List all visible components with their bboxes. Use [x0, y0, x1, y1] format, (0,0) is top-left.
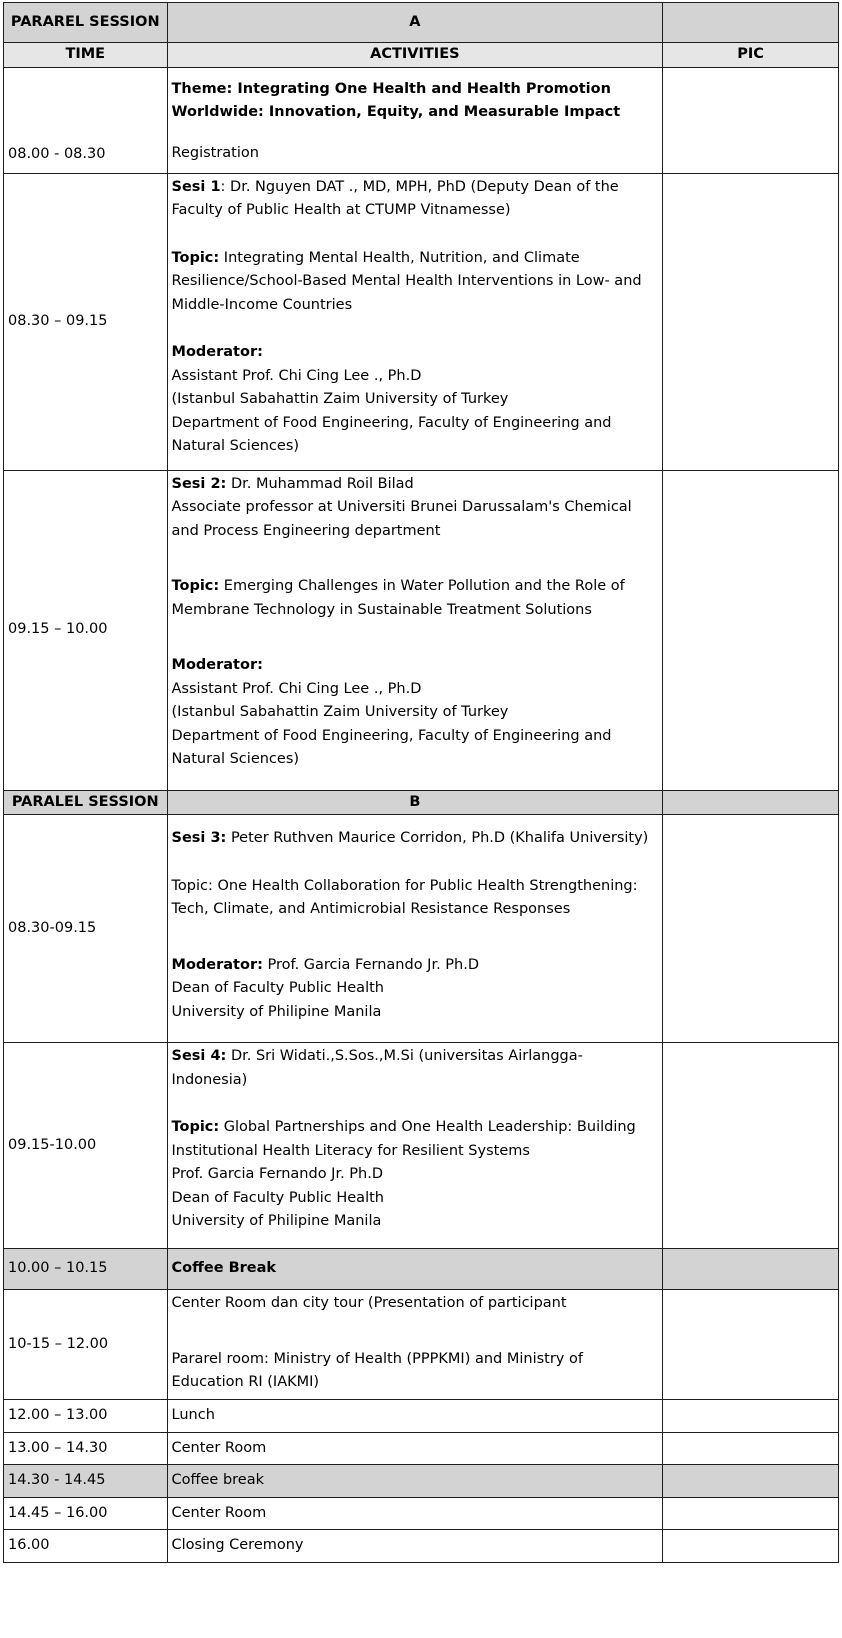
- topic-text: Integrating Mental Health, Nutrition, and Climate Resilience/School-Based Mental Health Interventions in Low- and Middle-Income Countries: [171, 249, 642, 313]
- time-cell: 08.30-09.15: [4, 815, 168, 1043]
- session-label: Sesi 3:: [171, 830, 227, 846]
- column-header-row: [4, 43, 839, 68]
- activity-cell: Coffee Break: [167, 1249, 663, 1290]
- session-b-header-row: [4, 790, 839, 815]
- moderator-text: Prof. Garcia Fernando Jr. Ph.D: [262, 956, 480, 973]
- pic-cell: [663, 1465, 839, 1498]
- speaker-text: Dr. Sri Widati.,S.Sos.,M.Si (universitas Airlangga-Indonesia): [171, 1048, 583, 1088]
- moderator-line: Assistant Prof. Chi Cing Lee ., Ph.D: [171, 680, 422, 697]
- info-line: Dean of Faculty Public Health: [171, 1189, 384, 1206]
- time-cell: 16.00: [4, 1530, 168, 1563]
- activity-cell: Lunch: [167, 1400, 663, 1433]
- moderator-label: Moderator:: [171, 657, 263, 673]
- moderator: [172, 954, 659, 978]
- activity-cell: [167, 1043, 663, 1249]
- session-a-header-row: [4, 3, 839, 43]
- moderator-line: University of Philipine Manila: [171, 1003, 382, 1020]
- activity-cell: [167, 815, 663, 1043]
- session-b-label: PARALEL SESSION: [4, 790, 168, 815]
- moderator-line: (Istanbul Sabahattin Zaim University of Turkey: [171, 391, 509, 407]
- time-cell: 13.00 – 14.30: [4, 1433, 168, 1465]
- moderator-label: Moderator:: [171, 344, 263, 360]
- speaker-text: : Dr. Nguyen DAT ., MD, MPH, PhD (Deputy Dean of the Faculty of Public Health at CTUMP Vitnamesse): [171, 178, 619, 218]
- activity-cell: Center Room: [167, 1433, 663, 1465]
- session-b-name: B: [167, 790, 663, 815]
- table-row: [4, 1530, 839, 1563]
- session-a-label: PARAREL SESSION: [4, 3, 168, 43]
- moderator-line: Dean of Faculty Public Health: [171, 980, 384, 996]
- activity-cell: Center Room: [167, 1498, 663, 1530]
- pic-cell: [663, 1249, 839, 1290]
- session-topic: [172, 575, 659, 622]
- info-line: University of Philipine Manila: [171, 1213, 382, 1229]
- table-row: [4, 1400, 839, 1433]
- center-tour-line: Center Room dan city tour (Presentation of participant: [171, 1295, 567, 1311]
- col-activities-header: ACTIVITIES: [167, 43, 663, 68]
- speaker-text: Dr. Muhammad Roil Bilad: [226, 475, 414, 492]
- theme-text: Theme: Integrating One Health and Health Promotion Worldwide: Innovation, Equity, and Measurable Impact: [171, 80, 621, 120]
- table-row: [4, 1498, 839, 1530]
- pic-cell: [663, 1043, 839, 1249]
- time-cell: 08.00 - 08.30: [4, 67, 168, 173]
- pic-cell: [663, 1400, 839, 1433]
- table-row: [4, 815, 839, 1043]
- schedule-table: [3, 2, 839, 1563]
- topic-label: Topic:: [171, 1119, 220, 1135]
- pic-cell: [663, 67, 839, 173]
- activity-cell: [167, 1290, 663, 1400]
- table-row: [4, 1465, 839, 1498]
- session-a-name: A: [167, 3, 663, 43]
- pic-cell: [663, 173, 839, 470]
- table-row: [4, 67, 839, 173]
- time-cell: 12.00 – 13.00: [4, 1400, 168, 1433]
- session-topic: [172, 247, 659, 318]
- session-speaker: [172, 1045, 659, 1092]
- table-row: [4, 173, 839, 470]
- session-speaker: [172, 473, 659, 497]
- registration-text: Registration: [171, 144, 259, 161]
- speaker-text: Peter Ruthven Maurice Corridon, Ph.D (Khalifa University): [226, 830, 649, 846]
- table-row: [4, 1433, 839, 1465]
- activity-cell: [167, 67, 663, 173]
- table-row: [4, 1290, 839, 1400]
- topic-text: Emerging Challenges in Water Pollution and the Role of Membrane Technology in Sustainable Treatment Solutions: [171, 578, 625, 618]
- pic-cell: [663, 1498, 839, 1530]
- topic-label: Topic:: [171, 249, 220, 266]
- moderator-label: Moderator:: [171, 956, 263, 973]
- col-time-header: TIME: [4, 43, 168, 68]
- session-topic: Topic: One Health Collaboration for Public Health Strengthening: Tech, Climate, and Antimicrobial Resistance Responses: [171, 877, 638, 917]
- speaker-affiliation: Associate professor at Universiti Brunei Darussalam's Chemical and Process Engineering department: [171, 499, 632, 539]
- activity-cell: Closing Ceremony: [167, 1530, 663, 1563]
- pic-cell: [663, 815, 839, 1043]
- moderator-line: Department of Food Engineering, Faculty of Engineering and Natural Sciences): [171, 727, 612, 767]
- session-speaker: [172, 827, 659, 851]
- pic-cell: [663, 1290, 839, 1400]
- activity-cell: [167, 470, 663, 790]
- topic-text: Global Partnerships and One Health Leadership: Building Institutional Health Literacy for Resilient Systems: [171, 1119, 636, 1159]
- info-line: Prof. Garcia Fernando Jr. Ph.D: [171, 1166, 384, 1182]
- session-label: Sesi 4:: [171, 1048, 227, 1064]
- table-row: [4, 1249, 839, 1290]
- session-speaker: [172, 176, 659, 223]
- moderator-line: Assistant Prof. Chi Cing Lee ., Ph.D: [171, 367, 422, 384]
- session-b-pic-blank: [663, 790, 839, 815]
- table-row: [4, 470, 839, 790]
- session-label: Sesi 1: [171, 178, 221, 195]
- topic-label: Topic:: [171, 578, 220, 594]
- pic-cell: [663, 1433, 839, 1465]
- activity-cell: Coffee break: [167, 1465, 663, 1498]
- pic-cell: [663, 470, 839, 790]
- time-cell: 09.15 – 10.00: [4, 470, 168, 790]
- moderator-line: Department of Food Engineering, Faculty of Engineering and Natural Sciences): [171, 414, 612, 454]
- session-a-pic-blank: [663, 3, 839, 43]
- time-cell: 14.45 – 16.00: [4, 1498, 168, 1530]
- moderator-line: (Istanbul Sabahattin Zaim University of Turkey: [171, 704, 509, 720]
- pic-cell: [663, 1530, 839, 1563]
- session-topic: [172, 1116, 659, 1163]
- parallel-room-line: Pararel room: Ministry of Health (PPPKMI) and Ministry of Education RI (IAKMI): [171, 1350, 583, 1390]
- activity-cell: [167, 173, 663, 470]
- table-row: [4, 1043, 839, 1249]
- time-cell: 09.15-10.00: [4, 1043, 168, 1249]
- time-cell: 10.00 – 10.15: [4, 1249, 168, 1290]
- col-pic-header: PIC: [663, 43, 839, 68]
- time-cell: 14.30 - 14.45: [4, 1465, 168, 1498]
- time-cell: 08.30 – 09.15: [4, 173, 168, 470]
- time-cell: 10-15 – 12.00: [4, 1290, 168, 1400]
- session-label: Sesi 2:: [171, 475, 227, 492]
